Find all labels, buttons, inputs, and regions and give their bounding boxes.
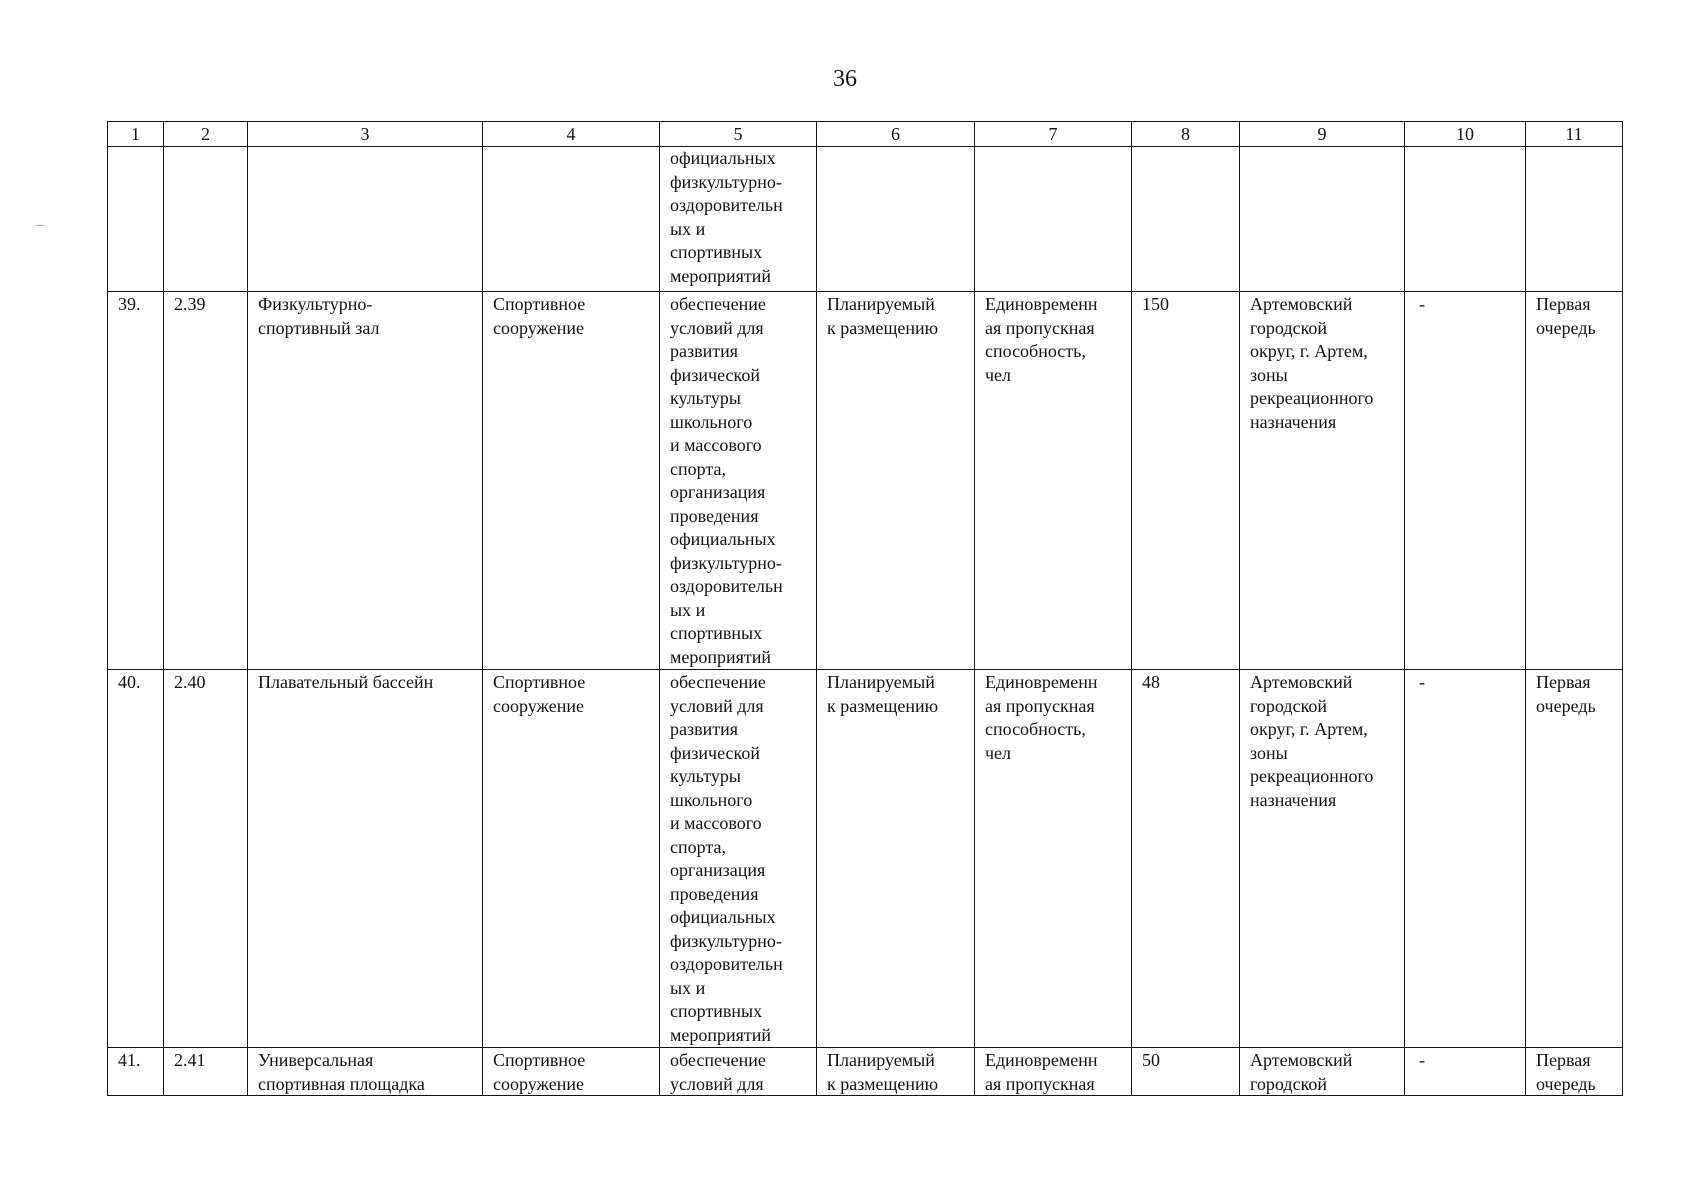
indicator-value: 150 bbox=[1142, 294, 1169, 314]
location-text: Артемовский городской округ, г. Артем, зоны рекреационного назначения bbox=[1250, 672, 1374, 810]
column-header: 11 bbox=[1526, 122, 1623, 147]
priority-text: Первая очередь bbox=[1536, 1050, 1596, 1094]
indicator-text: Единовременн ая пропускная bbox=[985, 1050, 1098, 1094]
purpose-text: официальных физкультурно- оздоровительн ых и спортивных мероприятий bbox=[670, 148, 783, 286]
object-type: Спортивное сооружение bbox=[493, 1050, 586, 1094]
location-text: Артемовский городской округ, г. Артем, зоны рекреационного назначения bbox=[1250, 294, 1374, 432]
indicator-value: 48 bbox=[1142, 672, 1160, 692]
object-code: 2.39 bbox=[174, 294, 206, 314]
object-name: Физкультурно- спортивный зал bbox=[258, 294, 380, 338]
purpose-text: обеспечение условий для развития физической культуры школьного и массового спорта, организация проведения официальных физкультурно- оздоровительн ых и спортивных мероприятий bbox=[670, 672, 783, 1045]
column-header: 6 bbox=[817, 122, 975, 147]
table-row-continued bbox=[108, 147, 1623, 292]
column-header: 9 bbox=[1240, 122, 1405, 147]
object-name: Плавательный бассейн bbox=[258, 672, 434, 692]
column-header: 3 bbox=[248, 122, 483, 147]
object-type: Спортивное сооружение bbox=[493, 672, 586, 716]
object-name: Универсальная спортивная площадка bbox=[258, 1050, 425, 1094]
object-type: Спортивное сооружение bbox=[493, 294, 586, 338]
indicator-text: Единовременн ая пропускная способность, чел bbox=[985, 672, 1098, 763]
object-code: 2.40 bbox=[174, 672, 206, 692]
object-code: 2.41 bbox=[174, 1050, 206, 1070]
zone-value: - bbox=[1419, 294, 1425, 314]
purpose-text: обеспечение условий для bbox=[670, 1050, 766, 1094]
column-header: 5 bbox=[660, 122, 817, 147]
zone-value: - bbox=[1419, 672, 1425, 692]
column-header: 7 bbox=[975, 122, 1132, 147]
column-number-row bbox=[108, 122, 1623, 147]
row-number: 39. bbox=[118, 294, 141, 314]
indicator-value: 50 bbox=[1142, 1050, 1160, 1070]
table-row bbox=[108, 670, 1623, 1048]
table-row bbox=[108, 1048, 1623, 1096]
status-text: Планируемый к размещению bbox=[827, 1050, 939, 1094]
status-text: Планируемый к размещению bbox=[827, 672, 939, 716]
scan-mark bbox=[36, 225, 44, 226]
zone-value: - bbox=[1419, 1050, 1425, 1070]
purpose-text: обеспечение условий для развития физической культуры школьного и массового спорта, организация проведения официальных физкультурно- оздоровительн ых и спортивных мероприятий bbox=[670, 294, 783, 667]
column-header: 8 bbox=[1132, 122, 1240, 147]
row-number: 40. bbox=[118, 672, 141, 692]
indicator-text: Единовременн ая пропускная способность, чел bbox=[985, 294, 1098, 385]
table-row bbox=[108, 292, 1623, 670]
priority-text: Первая очередь bbox=[1536, 294, 1596, 338]
planning-table bbox=[107, 121, 1623, 1096]
column-header: 10 bbox=[1405, 122, 1526, 147]
column-header: 1 bbox=[108, 122, 164, 147]
column-header: 2 bbox=[164, 122, 248, 147]
page-number: 36 bbox=[833, 66, 857, 92]
column-header: 4 bbox=[483, 122, 660, 147]
status-text: Планируемый к размещению bbox=[827, 294, 939, 338]
row-number: 41. bbox=[118, 1050, 141, 1070]
location-text: Артемовский городской bbox=[1250, 1050, 1353, 1094]
priority-text: Первая очередь bbox=[1536, 672, 1596, 716]
